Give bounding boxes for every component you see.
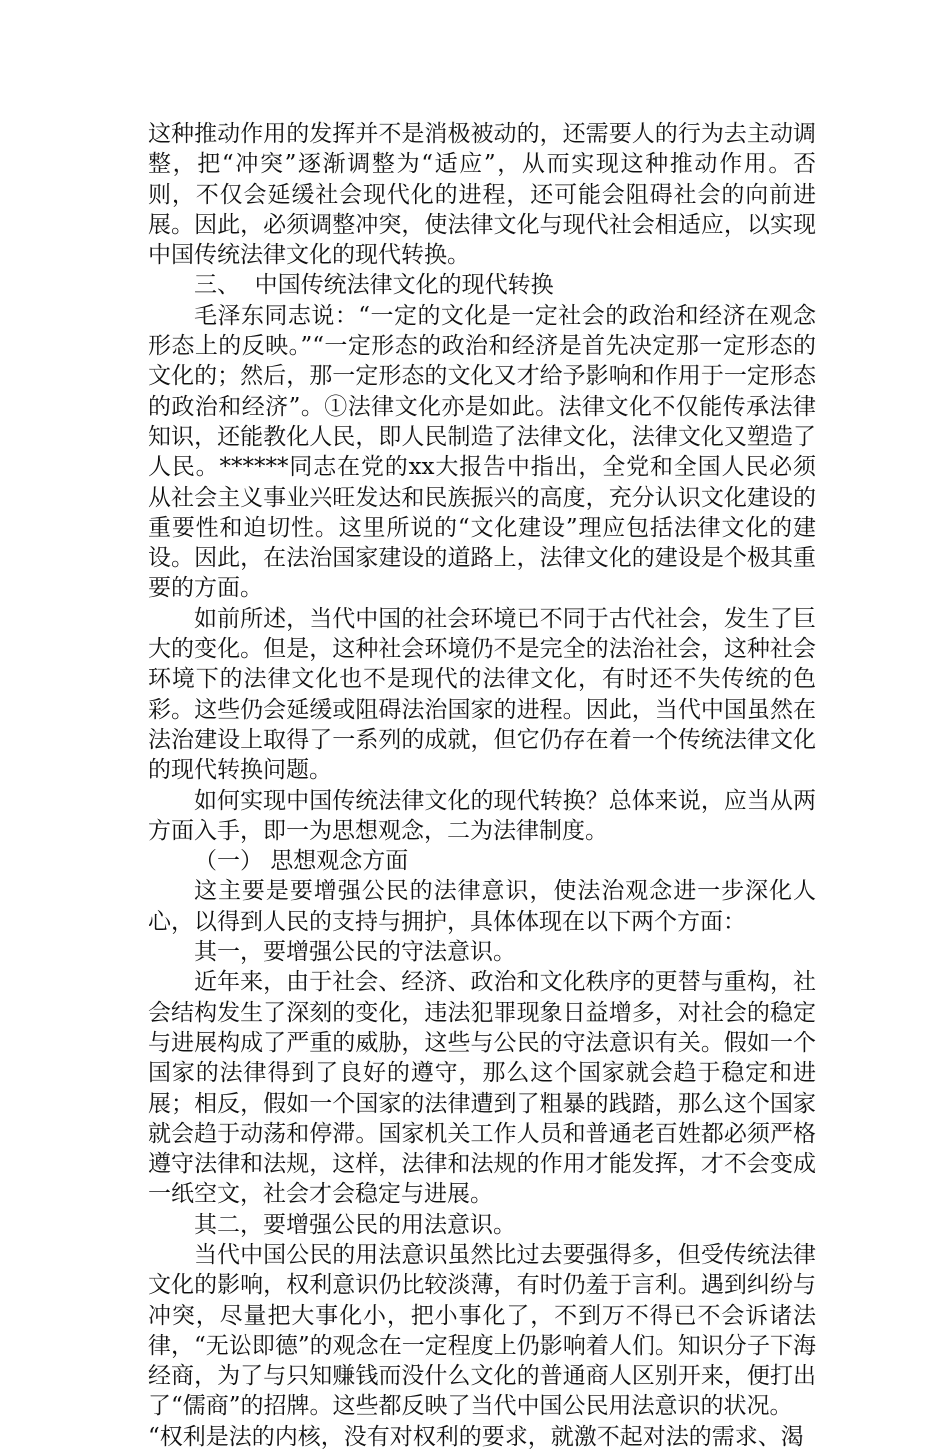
paragraph-1: 这种推动作用的发挥并不是消极被动的，还需要人的行为去主动调整，把“冲突”逐渐调整为“适应”，从而实现这种推动作用。否则，不仅会延缓社会现代化的进程，还可能会阻碍社会的向前进展。因此，必须调整冲突，使法律文化与现代社会相适应，以实现中国传统法律文化的现代转换。 <box>148 121 816 269</box>
subsection-heading-1: （一） 思想观念方面 <box>194 848 409 875</box>
section-heading-3: 三、 中国传统法律文化的现代转换 <box>194 272 554 299</box>
paragraph-4: 如何实现中国传统法律文化的现代转换？总体来说，应当从两方面入手，即一为思想观念，二为法律制度。 <box>148 787 816 844</box>
paragraph-2: 毛泽东同志说：“一定的文化是一定社会的政治和经济在观念形态上的反映。”“一定形态的政治和经济是首先决定那一定形态的文化的；然后，那一定形态的文化又才给予影响和作用于一定形态的政治和经济”。①法律文化亦是如此。法律文化不仅能传承法律知识，还能教化人民，即人民制造了法律文化，法律文化又塑造了人民。******同志在党的xx大报告中指出，全党和全国人民必须从社会主义事业兴旺发达和民族振兴的高度，充分认识文化建设的重要性和迫切性。这里所说的“文化建设”理应包括法律文化的建设。因此，在法治国家建设的道路上，法律文化的建设是个极其重要的方面。 <box>148 302 816 602</box>
document-body <box>148 119 816 1452</box>
paragraph-7: 近年来，由于社会、经济、政治和文化秩序的更替与重构，社会结构发生了深刻的变化，违法犯罪现象日益增多，对社会的稳定与进展构成了严重的威胁，这些与公民的守法意识有关。假如一个国家的法律得到了良好的遵守，那么这个国家就会趋于稳定和进展；相反，假如一个国家的法律遭到了粗暴的践踏，那么这个国家就会趋于动荡和停滞。国家机关工作人员和普通老百姓都必须严格遵守法律和法规，这样，法律和法规的作用才能发挥，才不会变成一纸空文，社会才会稳定与进展。 <box>148 969 816 1208</box>
paragraph-9: 当代中国公民的用法意识虽然比过去要强得多，但受传统法律文化的影响，权利意识仍比较淡薄，有时仍羞于言利。遇到纠纷与冲突，尽量把大事化小，把小事化了，不到万不得已不会诉诸法律，“无讼即德”的观念在一定程度上仍影响着人们。知识分子下海经商，为了与只知赚钱而没什么文化的普通商人区别开来，便打出了“儒商”的招牌。这些都反映了当代中国公民用法意识的状况。 <box>148 1241 816 1420</box>
paragraph-3: 如前所述，当代中国的社会环境已不同于古代社会，发生了巨大的变化。但是，这种社会环境仍不是完全的法治社会，这种社会环境下的法律文化也不是现代的法律文化，有时还不失传统的色彩。这些仍会延缓或阻碍法治国家的进程。因此，当代中国虽然在法治建设上取得了一系列的成就，但它仍存在着一个传统法律文化的现代转换问题。 <box>148 605 816 784</box>
paragraph-10: “权利是法的内核，没有对权利的要求，就激不起对法的需求、渴 <box>148 1423 804 1450</box>
paragraph-8: 其二，要增强公民的用法意识。 <box>194 1211 516 1238</box>
paragraph-5: 这主要是要增强公民的法律意识，使法治观念进一步深化人心，以得到人民的支持与拥护，具体体现在以下两个方面： <box>148 878 816 935</box>
paragraph-6: 其一，要增强公民的守法意识。 <box>194 939 516 966</box>
